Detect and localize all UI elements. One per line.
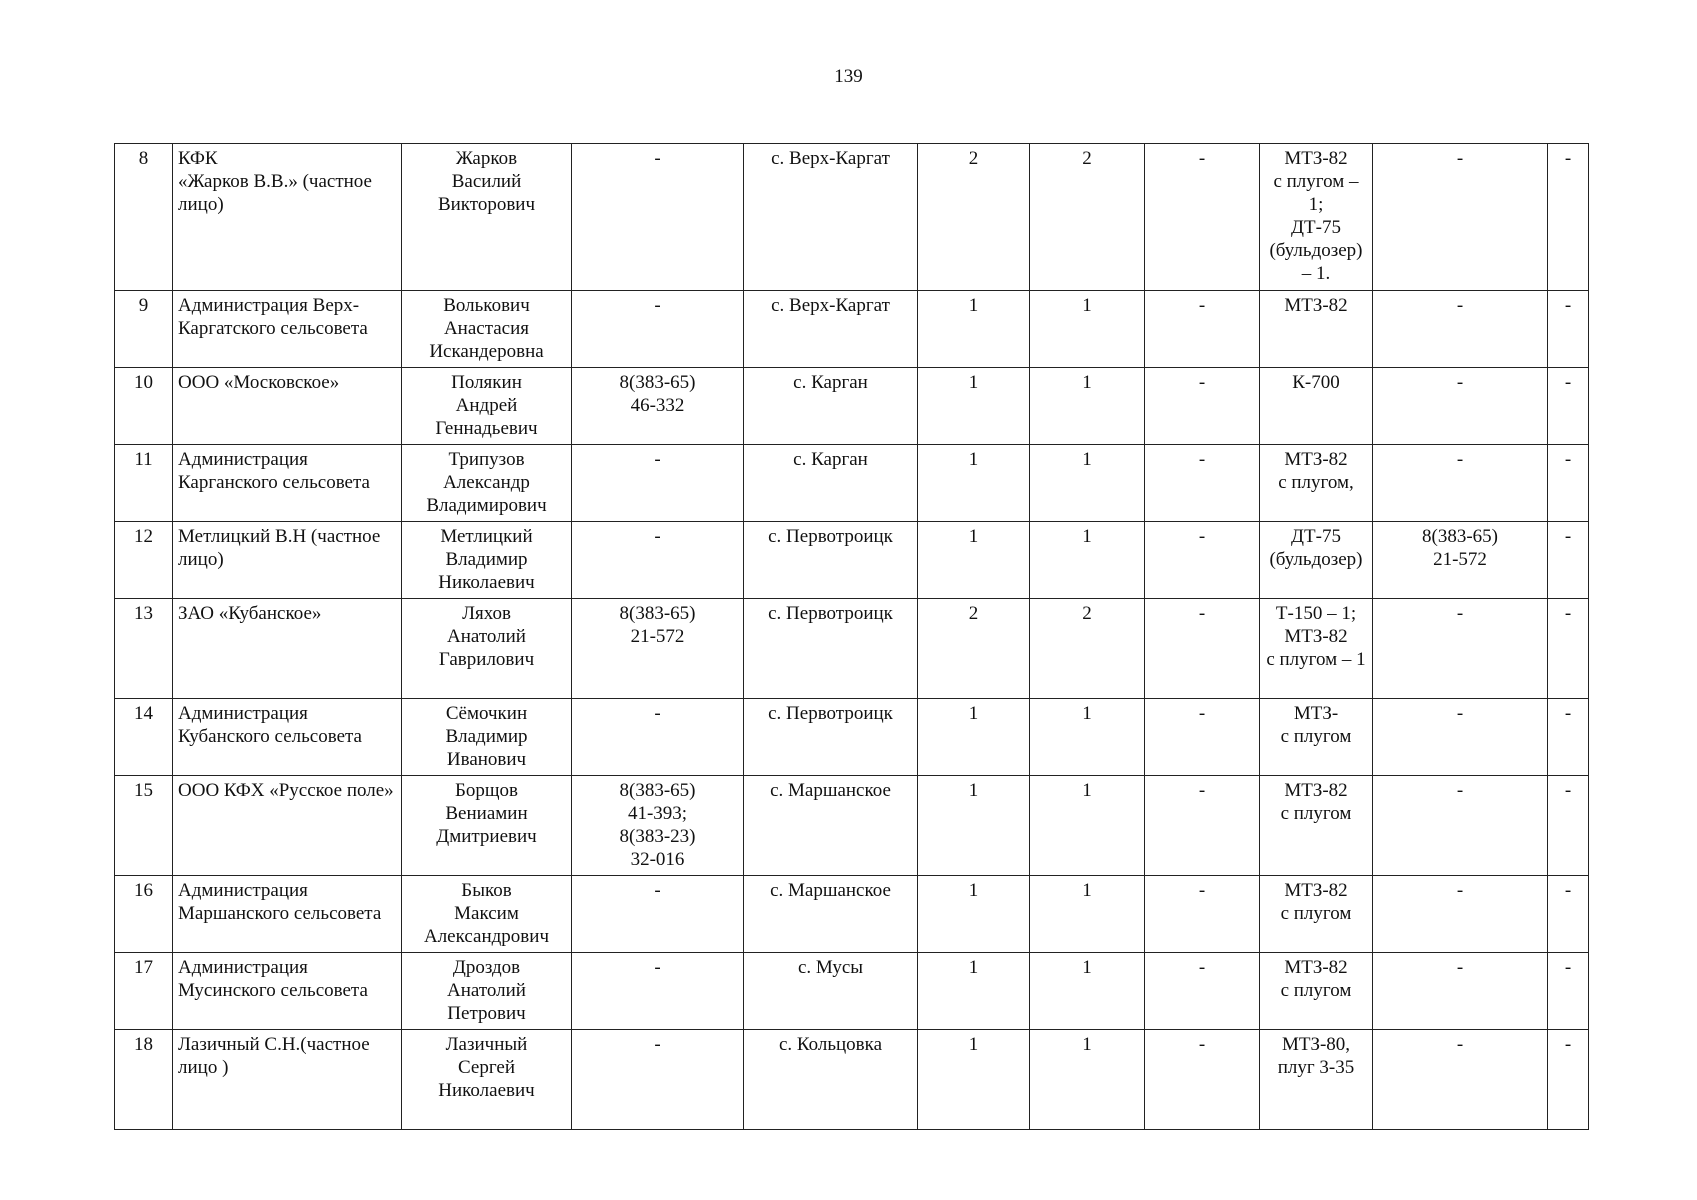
contact-cell: - — [1373, 291, 1548, 368]
count-cell: - — [1145, 445, 1260, 522]
table-row — [115, 144, 1589, 291]
row-number-cell: 18 — [115, 1030, 173, 1130]
count-cell: 1 — [1030, 368, 1145, 445]
head-name-cell: Дроздов Анатолий Петрович — [402, 953, 572, 1030]
count-cell: - — [1145, 699, 1260, 776]
count-cell: 1 — [1030, 876, 1145, 953]
organization-cell: ЗАО «Кубанское» — [173, 599, 402, 699]
organization-cell: Лазичный С.Н.(частное лицо ) — [173, 1030, 402, 1130]
count-cell: - — [1145, 876, 1260, 953]
head-name-cell: Трипузов Александр Владимирович — [402, 445, 572, 522]
head-name-cell: Ляхов Анатолий Гаврилович — [402, 599, 572, 699]
settlement-cell: с. Первотроицк — [744, 522, 918, 599]
table-row — [115, 291, 1589, 368]
count-cell: 2 — [1030, 599, 1145, 699]
settlement-cell: с. Маршанское — [744, 876, 918, 953]
phone-cell: - — [572, 291, 744, 368]
settlement-cell: с. Кольцовка — [744, 1030, 918, 1130]
organization-cell: Администрация Маршанского сельсовета — [173, 876, 402, 953]
table-row — [115, 699, 1589, 776]
organization-cell: Метлицкий В.Н (частное лицо) — [173, 522, 402, 599]
phone-cell: - — [572, 953, 744, 1030]
last-cell: - — [1548, 368, 1589, 445]
contact-cell: - — [1373, 445, 1548, 522]
equipment-cell: МТЗ-82 с плугом, — [1260, 445, 1373, 522]
contact-cell: - — [1373, 1030, 1548, 1130]
settlement-cell: с. Первотроицк — [744, 699, 918, 776]
head-name-cell: Метлицкий Владимир Николаевич — [402, 522, 572, 599]
head-name-cell: Лазичный Сергей Николаевич — [402, 1030, 572, 1130]
row-number-cell: 16 — [115, 876, 173, 953]
table-row — [115, 445, 1589, 522]
last-cell: - — [1548, 291, 1589, 368]
count-cell: - — [1145, 522, 1260, 599]
organization-cell: Администрация Верх-Каргатского сельсовета — [173, 291, 402, 368]
page-number: 139 — [834, 66, 863, 87]
count-cell: 1 — [1030, 776, 1145, 876]
count-cell: - — [1145, 953, 1260, 1030]
table-row — [115, 1030, 1589, 1130]
last-cell: - — [1548, 599, 1589, 699]
row-number-cell: 13 — [115, 599, 173, 699]
settlement-cell: с. Карган — [744, 445, 918, 522]
count-cell: - — [1145, 291, 1260, 368]
row-number-cell: 9 — [115, 291, 173, 368]
settlement-cell: с. Верх-Каргат — [744, 144, 918, 291]
phone-cell: 8(383-65) 46-332 — [572, 368, 744, 445]
table-row — [115, 522, 1589, 599]
equipment-cell: МТЗ- с плугом — [1260, 699, 1373, 776]
contact-cell: - — [1373, 953, 1548, 1030]
count-cell: 1 — [918, 699, 1030, 776]
contact-cell: 8(383-65) 21-572 — [1373, 522, 1548, 599]
phone-cell: 8(383-65) 41-393; 8(383-23) 32-016 — [572, 776, 744, 876]
head-name-cell: Сёмочкин Владимир Иванович — [402, 699, 572, 776]
count-cell: 1 — [918, 876, 1030, 953]
row-number-cell: 17 — [115, 953, 173, 1030]
head-name-cell: Жарков Василий Викторович — [402, 144, 572, 291]
equipment-cell: МТЗ-82 — [1260, 291, 1373, 368]
last-cell: - — [1548, 1030, 1589, 1130]
table-row — [115, 776, 1589, 876]
settlement-cell: с. Верх-Каргат — [744, 291, 918, 368]
equipment-table — [114, 143, 1589, 1130]
count-cell: 1 — [918, 522, 1030, 599]
count-cell: - — [1145, 776, 1260, 876]
phone-cell: 8(383-65) 21-572 — [572, 599, 744, 699]
last-cell: - — [1548, 699, 1589, 776]
count-cell: 1 — [918, 291, 1030, 368]
equipment-cell: МТЗ-82 с плугом – 1; ДТ-75 (бульдозер) – 1. — [1260, 144, 1373, 291]
equipment-cell: МТЗ-82 с плугом — [1260, 953, 1373, 1030]
head-name-cell: Полякин Андрей Геннадьевич — [402, 368, 572, 445]
row-number-cell: 12 — [115, 522, 173, 599]
count-cell: - — [1145, 144, 1260, 291]
phone-cell: - — [572, 445, 744, 522]
last-cell: - — [1548, 522, 1589, 599]
equipment-cell: К-700 — [1260, 368, 1373, 445]
equipment-cell: МТЗ-80, плуг 3-35 — [1260, 1030, 1373, 1130]
row-number-cell: 14 — [115, 699, 173, 776]
organization-cell: КФК «Жарков В.В.» (частное лицо) — [173, 144, 402, 291]
contact-cell: - — [1373, 876, 1548, 953]
equipment-cell: МТЗ-82 с плугом — [1260, 776, 1373, 876]
last-cell: - — [1548, 776, 1589, 876]
settlement-cell: с. Первотроицк — [744, 599, 918, 699]
count-cell: 1 — [918, 953, 1030, 1030]
phone-cell: - — [572, 876, 744, 953]
contact-cell: - — [1373, 144, 1548, 291]
count-cell: 1 — [1030, 953, 1145, 1030]
count-cell: 1 — [918, 445, 1030, 522]
phone-cell: - — [572, 699, 744, 776]
row-number-cell: 8 — [115, 144, 173, 291]
last-cell: - — [1548, 953, 1589, 1030]
table-row — [115, 876, 1589, 953]
count-cell: 2 — [918, 144, 1030, 291]
table-row — [115, 953, 1589, 1030]
contact-cell: - — [1373, 699, 1548, 776]
count-cell: - — [1145, 1030, 1260, 1130]
organization-cell: ООО КФХ «Русское поле» — [173, 776, 402, 876]
count-cell: - — [1145, 368, 1260, 445]
contact-cell: - — [1373, 599, 1548, 699]
settlement-cell: с. Карган — [744, 368, 918, 445]
count-cell: 2 — [918, 599, 1030, 699]
phone-cell: - — [572, 1030, 744, 1130]
row-number-cell: 10 — [115, 368, 173, 445]
last-cell: - — [1548, 876, 1589, 953]
count-cell: 1 — [1030, 1030, 1145, 1130]
last-cell: - — [1548, 144, 1589, 291]
count-cell: 1 — [1030, 522, 1145, 599]
count-cell: 1 — [1030, 699, 1145, 776]
settlement-cell: с. Мусы — [744, 953, 918, 1030]
count-cell: 1 — [918, 1030, 1030, 1130]
contact-cell: - — [1373, 776, 1548, 876]
equipment-cell: ДТ-75 (бульдозер) — [1260, 522, 1373, 599]
head-name-cell: Быков Максим Александрович — [402, 876, 572, 953]
organization-cell: ООО «Московское» — [173, 368, 402, 445]
organization-cell: Администрация Мусинского сельсовета — [173, 953, 402, 1030]
count-cell: 1 — [918, 368, 1030, 445]
count-cell: 1 — [1030, 291, 1145, 368]
table-row — [115, 599, 1589, 699]
count-cell: - — [1145, 599, 1260, 699]
row-number-cell: 11 — [115, 445, 173, 522]
phone-cell: - — [572, 522, 744, 599]
settlement-cell: с. Маршанское — [744, 776, 918, 876]
last-cell: - — [1548, 445, 1589, 522]
equipment-cell: Т-150 – 1; МТЗ-82 с плугом – 1 — [1260, 599, 1373, 699]
head-name-cell: Волькович Анастасия Искандеровна — [402, 291, 572, 368]
count-cell: 2 — [1030, 144, 1145, 291]
count-cell: 1 — [918, 776, 1030, 876]
row-number-cell: 15 — [115, 776, 173, 876]
count-cell: 1 — [1030, 445, 1145, 522]
organization-cell: Администрация Кубанского сельсовета — [173, 699, 402, 776]
table-row — [115, 368, 1589, 445]
head-name-cell: Борщов Вениамин Дмитриевич — [402, 776, 572, 876]
organization-cell: Администрация Карганского сельсовета — [173, 445, 402, 522]
contact-cell: - — [1373, 368, 1548, 445]
equipment-cell: МТЗ-82 с плугом — [1260, 876, 1373, 953]
phone-cell: - — [572, 144, 744, 291]
